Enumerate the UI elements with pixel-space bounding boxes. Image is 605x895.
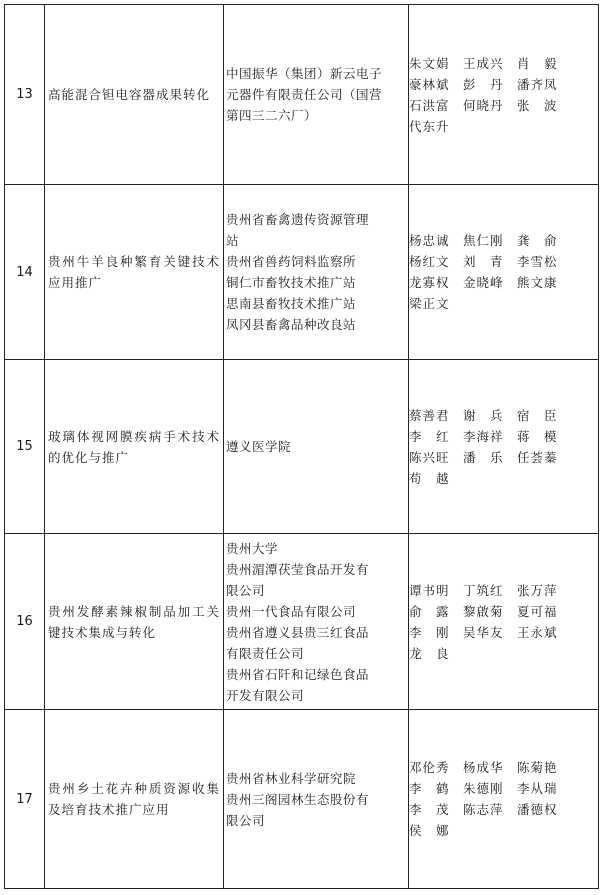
organization-cell (224, 534, 409, 710)
contributor-name: 杨忠诚 (409, 233, 450, 248)
organization-line: 第四三二六厂） (226, 108, 318, 123)
project-name: 玻璃体视网膜疾病手术技术的优化与推广 (48, 428, 220, 465)
contributor-name: 朱文娟 (409, 55, 450, 71)
project-name-cell (45, 185, 224, 360)
contributor-row (409, 601, 598, 622)
organization-line: 贵州湄潭茯莹食品开发有 (226, 561, 370, 577)
contributor-name: 侯 娜 (409, 823, 450, 838)
contributor-row (409, 116, 598, 137)
table-row (5, 5, 599, 185)
contributor-name: 谢 兵 (463, 407, 504, 423)
row-number: 14 (5, 185, 45, 360)
contributor-name: 吴华友 (463, 624, 504, 640)
project-name-cell (45, 534, 224, 710)
contributor-name: 张万萍 (517, 582, 558, 598)
organization-line: 限公司 (226, 582, 266, 598)
organization-line: 凤冈县畜禽品种改良站 (226, 317, 357, 332)
contributor-row (409, 426, 598, 447)
organization-line: 贵州省林业科学研究院 (226, 770, 357, 786)
organization-line: 贵州三阁园林生态股份有 (226, 791, 370, 807)
contributor-name: 焦仁刚 (463, 233, 504, 248)
table-row (5, 710, 599, 889)
contributor-row (409, 580, 598, 601)
contributor-name: 李 茂 (409, 802, 450, 817)
organization-line: 开发有限公司 (226, 687, 305, 703)
contributor-row (409, 74, 598, 95)
contributor-name: 李从瑞 (517, 781, 558, 796)
contributors-cell (409, 5, 599, 185)
contributor-name: 杨红文 (409, 254, 450, 269)
contributor-row (409, 799, 598, 820)
organization-line: 中国振华（集团）新云电子 (226, 66, 383, 81)
contributor-row (409, 643, 598, 664)
table-row (5, 360, 599, 534)
contributor-name: 李雪松 (517, 254, 558, 269)
contributor-name: 李海祥 (463, 428, 504, 444)
contributor-name: 潘 乐 (463, 449, 504, 465)
organization-line: 元器件有限责任公司（国营 (226, 87, 383, 102)
contributor-name: 豪林斌 (409, 76, 450, 92)
contributor-name: 彭 丹 (463, 76, 504, 92)
contributor-name: 蒋 模 (517, 428, 558, 444)
contributor-name: 熊文康 (517, 275, 558, 290)
contributor-row (409, 53, 598, 74)
contributor-name: 潘齐凤 (517, 76, 558, 92)
contributor-name: 石洪富 (409, 97, 450, 113)
organization-line: 站 (226, 233, 240, 248)
contributor-name: 丁筑红 (463, 582, 504, 598)
contributors-cell (409, 534, 599, 710)
contributor-row (409, 251, 598, 272)
contributor-name: 邓伦秀 (409, 760, 450, 775)
organization-line: 限公司 (226, 812, 266, 828)
contributor-row (409, 622, 598, 643)
contributor-name: 梁正文 (409, 296, 450, 311)
contributor-name: 潘德权 (517, 802, 558, 817)
row-number: 13 (5, 5, 45, 185)
contributor-name: 李 红 (409, 428, 450, 444)
organization-line: 贵州一代食品有限公司 (226, 603, 357, 619)
contributors-cell (409, 710, 599, 889)
awards-table (4, 4, 599, 889)
project-name: 贵州乡土花卉种质资源收集及培育技术推广应用 (48, 781, 220, 817)
contributor-name: 任荟蓁 (517, 449, 558, 465)
organization-line: 贵州省兽药饲料监察所 (226, 254, 357, 269)
contributor-name: 李 刚 (409, 624, 450, 640)
contributor-row (409, 757, 598, 778)
project-name: 高能混合钽电容器成果转化 (48, 87, 211, 102)
row-number: 16 (5, 534, 45, 710)
contributor-row (409, 230, 598, 251)
project-name-cell (45, 710, 224, 889)
contributor-name: 夏可福 (517, 603, 558, 619)
contributor-name: 龙寡权 (409, 275, 450, 290)
table-row (5, 185, 599, 360)
project-name-cell (45, 5, 224, 185)
organization-line: 贵州省石阡和记绿色食品 (226, 666, 370, 682)
contributor-row (409, 95, 598, 116)
contributor-name: 蔡善君 (409, 407, 450, 423)
organization-line: 思南县畜牧技术推广站 (226, 296, 357, 311)
contributor-row (409, 820, 598, 841)
contributor-name: 陈志萍 (463, 802, 504, 817)
contributor-name: 王永斌 (517, 624, 558, 640)
contributor-name: 苟 越 (409, 470, 450, 486)
organization-cell (224, 710, 409, 889)
organization-cell (224, 5, 409, 185)
contributor-name: 陈兴旺 (409, 449, 450, 465)
contributor-name: 李 鹤 (409, 781, 450, 796)
contributor-name: 肖 毅 (517, 55, 558, 71)
contributor-row (409, 293, 598, 314)
contributor-row (409, 272, 598, 293)
contributor-name: 金晓峰 (463, 275, 504, 290)
table-row (5, 534, 599, 710)
contributor-name: 宿 臣 (517, 407, 558, 423)
project-name: 贵州牛羊良种繁育关键技术应用推广 (48, 254, 220, 290)
row-number: 17 (5, 710, 45, 889)
contributor-row (409, 468, 598, 489)
contributor-name: 朱德刚 (463, 781, 504, 796)
contributors-cell (409, 360, 599, 534)
organization-cell (224, 360, 409, 534)
contributor-name: 龙 良 (409, 645, 450, 661)
contributor-name: 杨成华 (463, 760, 504, 775)
contributor-name: 代东升 (409, 118, 450, 134)
contributor-name: 刘 青 (463, 254, 504, 269)
organization-cell (224, 185, 409, 360)
contributors-cell (409, 185, 599, 360)
contributor-name: 王成兴 (463, 55, 504, 71)
row-number: 15 (5, 360, 45, 534)
organization-line: 遵义医学院 (226, 439, 292, 454)
contributor-row (409, 405, 598, 426)
contributor-name: 黎啟菊 (463, 603, 504, 619)
contributor-name: 张 波 (517, 97, 558, 113)
contributor-name: 俞 露 (409, 603, 450, 619)
project-name: 贵州发酵素辣椒制品加工关键技术集成与转化 (48, 603, 220, 640)
organization-line: 有限责任公司 (226, 645, 305, 661)
table-body (5, 5, 599, 889)
contributor-name: 龚 俞 (517, 233, 558, 248)
project-name-cell (45, 360, 224, 534)
contributor-name: 谭书明 (409, 582, 450, 598)
contributor-name: 何晓丹 (463, 97, 504, 113)
organization-line: 贵州省遵义县贵三红食品 (226, 624, 370, 640)
organization-line: 贵州大学 (226, 540, 279, 556)
organization-line: 贵州省畜禽遗传资源管理 (226, 212, 370, 227)
contributor-row (409, 778, 598, 799)
contributor-name: 陈菊艳 (517, 760, 558, 775)
organization-line: 铜仁市畜牧技术推广站 (226, 275, 357, 290)
contributor-row (409, 447, 598, 468)
